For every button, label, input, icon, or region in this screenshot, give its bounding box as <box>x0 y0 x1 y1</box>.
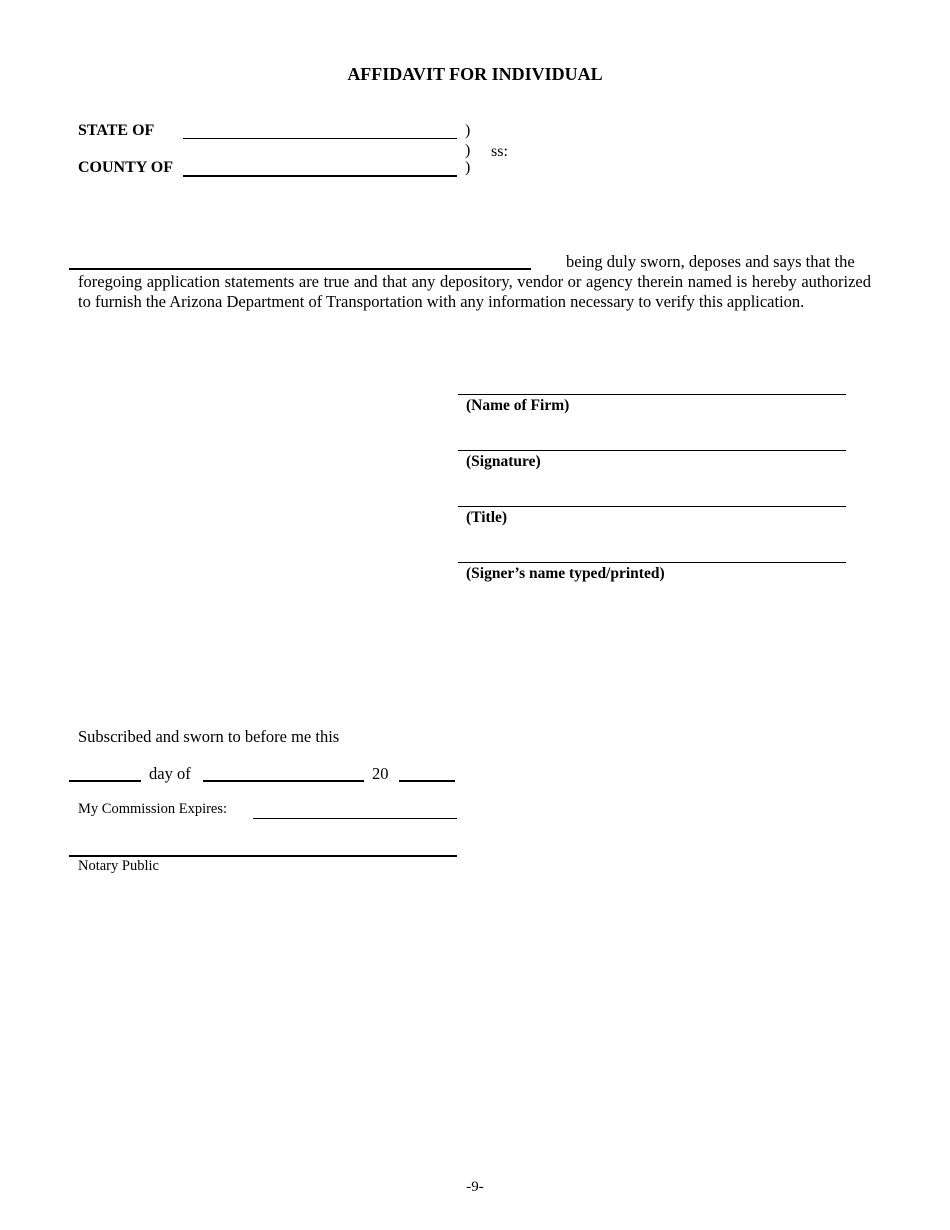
signature-field[interactable] <box>458 450 846 451</box>
name-of-firm-caption: (Name of Firm) <box>466 397 570 414</box>
year-field[interactable] <box>399 780 455 782</box>
year-prefix: 20 <box>372 764 389 783</box>
month-field[interactable] <box>203 780 364 782</box>
paren-3: ) <box>465 159 471 176</box>
signer-name-caption: (Signer’s name typed/printed) <box>466 565 665 582</box>
page-number: -9- <box>466 1179 484 1195</box>
statement-first-line: being duly sworn, deposes and says that the <box>566 252 855 271</box>
signature-caption: (Signature) <box>466 453 541 470</box>
paren-2: ) <box>465 142 471 159</box>
commission-expires-label: My Commission Expires: <box>78 801 228 817</box>
state-label: STATE OF <box>78 122 155 139</box>
affiant-name-field[interactable] <box>69 268 531 270</box>
subscribed-text: Subscribed and sworn to before me this <box>78 727 340 746</box>
ss-label: ss: <box>491 143 508 160</box>
title-field[interactable] <box>458 506 846 507</box>
notary-signature-field[interactable] <box>69 855 457 857</box>
county-field[interactable] <box>183 175 457 177</box>
document-title: AFFIDAVIT FOR INDIVIDUAL <box>347 64 603 84</box>
state-field[interactable] <box>183 138 457 139</box>
name-of-firm-field[interactable] <box>458 394 846 395</box>
notary-public-label: Notary Public <box>78 858 159 874</box>
county-label: COUNTY OF <box>78 159 173 176</box>
title-caption: (Title) <box>466 509 508 526</box>
signer-name-field[interactable] <box>458 562 846 563</box>
day-of-label: day of <box>149 764 191 783</box>
statement-continuation: foregoing application statements are true and that any depository, vendor or agency therein named is hereby authorized to furnish the Arizona Department of Transportation with any information necessary to verify this application. <box>78 272 871 311</box>
commission-expires-field[interactable] <box>253 818 457 819</box>
paren-1: ) <box>465 122 471 139</box>
day-field[interactable] <box>69 780 141 782</box>
